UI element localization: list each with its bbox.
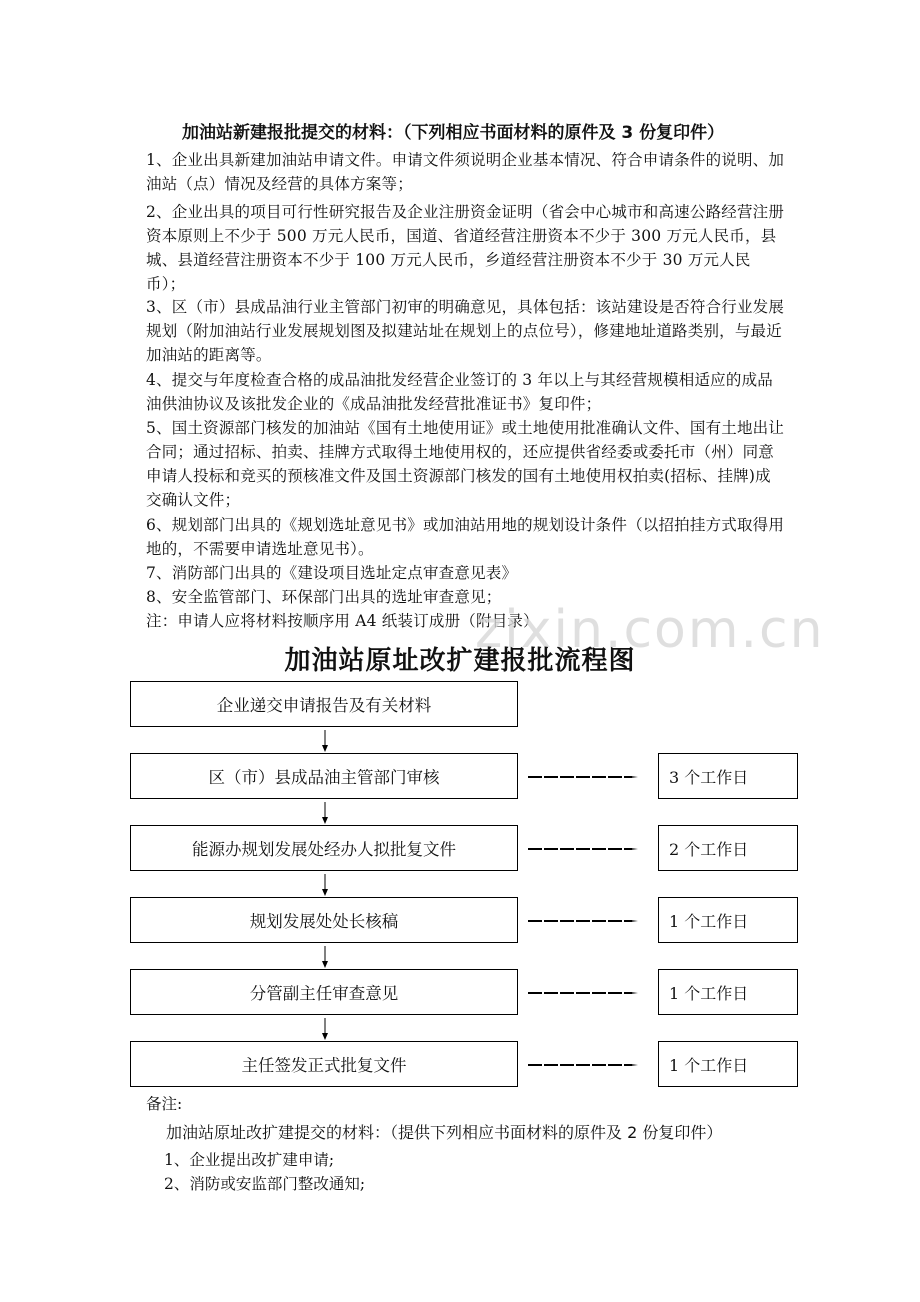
new-build-note: 注：申请人应将材料按顺序用 A4 纸装订成册（附目录） (146, 612, 539, 630)
new-build-item-7: 7、消防部门出具的《建设项目选址定点审查意见表》 (146, 564, 518, 582)
flowchart-title: 加油站原址改扩建报批流程图 (284, 646, 636, 676)
right-arrow-icon (528, 848, 638, 850)
flow-days-4: 1 个工作日 (658, 897, 798, 943)
right-arrow-icon (528, 920, 638, 922)
flow-step-1: 企业递交申请报告及有关材料 (130, 681, 518, 727)
new-build-item-5: 5、国土资源部门核发的加油站《国有土地使用证》或土地使用批准确认文件、国有土地出让合同；通过招标、拍卖、挂牌方式取得土地使用权的，还应提供省经委或委托市（州）同意申请人投标和竞买的预核准文件及国土资源部门核发的国有土地使用权拍卖(招标、挂牌)成交确认文件； (146, 419, 785, 509)
watermark: zixin.com.cn (475, 600, 825, 660)
right-arrow-icon (528, 776, 638, 778)
right-arrow-icon (528, 992, 638, 994)
flow-days-2: 3 个工作日 (658, 753, 798, 799)
rebuild-heading: 加油站原址改扩建提交的材料：（提供下列相应书面材料的原件及 2 份复印件） (166, 1123, 723, 1142)
new-build-item-6: 6、规划部门出具的《规划选址意见书》或加油站用地的规划设计条件（以招拍挂方式取得用地的，不需要申请选址意见书）。 (146, 516, 785, 558)
new-build-item-3: 3、区（市）县成品油行业主管部门初审的明确意见，具体包括：该站建设是否符合行业发展规划（附加油站行业发展规划图及拟建站址在规划上的点位号），修建地址道路类别，与最近加油站的距离等。 (146, 298, 785, 364)
flow-days-6: 1 个工作日 (658, 1041, 798, 1087)
rebuild-item-2: 2、消防或安监部门整改通知; (164, 1175, 366, 1193)
remark-label: 备注: (146, 1095, 183, 1113)
rebuild-item-1: 1、企业提出改扩建申请; (164, 1151, 335, 1169)
down-arrow-icon (320, 874, 330, 896)
new-build-item-8: 8、安全监管部门、环保部门出具的选址审查意见； (146, 588, 502, 606)
new-build-item-1: 1、企业出具新建加油站申请文件。申请文件须说明企业基本情况、符合申请条件的说明、加油站（点）情况及经营的具体方案等； (146, 151, 785, 193)
new-build-heading: 加油站新建报批提交的材料：（下列相应书面材料的原件及 3 份复印件） (182, 123, 725, 143)
down-arrow-icon (320, 802, 330, 824)
flow-days-3: 2 个工作日 (658, 825, 798, 871)
down-arrow-icon (320, 730, 330, 752)
down-arrow-icon (320, 1018, 330, 1040)
right-arrow-icon (528, 1064, 638, 1066)
down-arrow-icon (320, 946, 330, 968)
new-build-item-4: 4、提交与年度检查合格的成品油批发经营企业签订的 3 年以上与其经营规模相适应的成品油供油协议及该批发企业的《成品油批发经营批准证书》复印件； (146, 371, 773, 413)
flow-step-2: 区（市）县成品油主管部门审核 (130, 753, 518, 799)
flow-step-4: 规划发展处处长核稿 (130, 897, 518, 943)
flow-step-3: 能源办规划发展处经办人拟批复文件 (130, 825, 518, 871)
flow-days-5: 1 个工作日 (658, 969, 798, 1015)
flow-step-6: 主任签发正式批复文件 (130, 1041, 518, 1087)
flow-step-5: 分管副主任审查意见 (130, 969, 518, 1015)
new-build-item-2: 2、企业出具的项目可行性研究报告及企业注册资金证明（省会中心城市和高速公路经营注册资本原则上不少于 500 万元人民币，国道、省道经营注册资本不少于 300 万元人民币，县城、县道经营注册资本不少于 100 万元人民币，乡道经营注册资本不少于 30 万元人民币）； (146, 203, 785, 293)
